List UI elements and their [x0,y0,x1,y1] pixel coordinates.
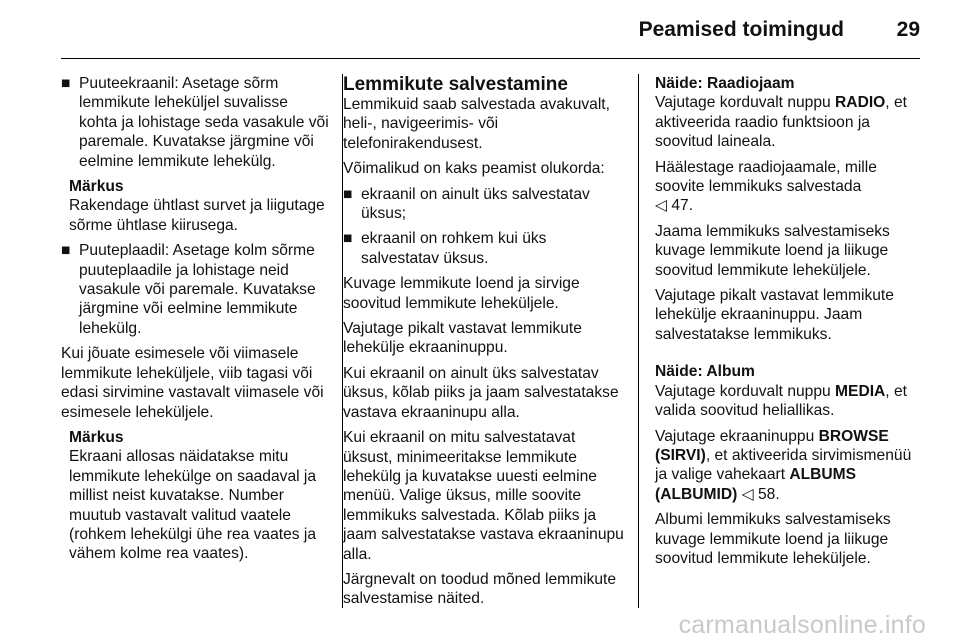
note-text: Rakendage ühtlast survet ja liigutage sõrme ühtlase kiirusega. [69,197,325,234]
paragraph: Vajutage pikalt vastavat lemmikute lehekülje ekraaninuppu. Jaam salvestatakse lemmikuks. [655,287,894,343]
text-run: , et aktiveerida sirvimismenüü ja valige vahekaart [655,446,912,484]
paragraph [655,93,925,151]
column-divider-2 [638,74,639,608]
paragraph: Võimalikud on kaks peamist olukorda: [343,160,605,178]
spacer [655,350,925,362]
example-title: Näide: Raadiojaam [655,75,795,92]
bullet-icon: ■ [61,75,71,92]
header-divider [61,58,920,59]
button-name: MEDIA [835,382,886,400]
note-block [61,177,329,235]
button-name: RADIO [835,94,886,112]
bullet-item [343,229,625,268]
note-text: Ekraani allosas näidatakse mitu lemmikute lehekülge on saadaval ja millist neist kuvatakse. Number muutub vastavalt valitud vaatele (rohkem lehekülgi ühe rea vaates ja vähem kolme rea vaates). [69,448,317,563]
page-ref-icon: ◁ [655,197,667,215]
paragraph: Lemmikuid saab salvestada avakuvalt, heli-, navigeerimis- või telefonirakendusest. [343,96,610,152]
column-2 [343,74,625,615]
watermark: carmanualsonline.info [678,611,926,639]
paragraph [655,427,925,505]
page-header [0,0,960,60]
paragraph: Kuvage lemmikute loend ja sirvige soovitud lemmikute leheküljele. [343,275,580,312]
paragraph: Kui ekraanil on ainult üks salvestatav üksus, kõlab piiks ja jaam salvestatakse vastava ekraaninupu alla. [343,364,619,421]
bullet-item [343,185,625,224]
bullet-text: ekraanil on ainult üks salvestatav üksus; [361,185,590,223]
text-run: Vajutage ekraaninuppu [655,427,819,445]
example-title: Näide: Album [655,363,755,381]
page-title: Peamised toimingud [638,18,844,41]
page-ref: 47. [671,197,694,215]
note-title: Märkus [69,428,124,446]
paragraph: Kui ekraanil on mitu salvestatavat üksust, minimeeritakse lemmikute lehekülg ja kuvatakse uuesti eelmine menüü. Valige üksus, mille soovite lemmikuks salvestada. Kõlab piiks ja jaam salvestatakse vastava ekraaninupu alla. [343,429,624,563]
column-1 [61,74,329,570]
paragraph: Albumi lemmikuks salvestamiseks kuvage lemmikute loend ja liikuge soovitud lemmikute leheküljele. [655,511,891,567]
bullet-icon: ■ [343,185,353,203]
page-ref: 58. [757,485,780,503]
paragraph [655,158,925,216]
page-ref-icon: ◁ [741,485,754,503]
bullet-text: Puuteekraanil: Asetage sõrm lemmikute leheküljel suvalisse kohta ja lohistage seda vasakule või paremale. Kuvatakse järgmine või eelmine lemmikute lehekülg. [79,75,329,170]
paragraph: Vajutage pikalt vastavat lemmikute lehekülje ekraaninuppu. [343,320,582,357]
bullet-text: Puuteplaadil: Asetage kolm sõrme puuteplaadile ja lohistage neid vasakule või paremale. Kuvatakse järgmine või eelmine lemmikute lehekülg. [79,242,316,337]
paragraph [655,382,925,421]
bullet-item [61,74,329,171]
text-run: Vajutage korduvalt nuppu [655,382,836,400]
text-run: , et valida soovitud heliallikas. [655,382,907,420]
bullet-text: ekraanil on rohkem kui üks salvestatav üksus. [361,230,547,267]
note-title: Märkus [69,178,124,196]
text-run: , et aktiveerida raadio funktsioon ja soovitud laineala. [655,94,907,151]
tab-name: ALBUMS (ALBUMID) [655,466,857,503]
bullet-icon: ■ [61,242,71,260]
section-title: Lemmikute salvestamine [343,74,568,95]
bullet-item [61,241,329,338]
column-3 [655,74,925,574]
paragraph: Kui jõuate esimesele või viimasele lemmikute leheküljele, viib tagasi või edasi sirvimine vastavalt viimasele või esimesele leheküljele. [61,345,324,421]
text-run: Häälestage raadiojaamale, mille soovite lemmikuks salvestada [655,158,877,196]
paragraph: Järgnevalt on toodud mõned lemmikute salvestamise näited. [343,570,617,608]
button-name: BROWSE (SIRVI) [655,427,889,464]
text-run: Vajutage korduvalt nuppu [655,94,836,112]
paragraph: Jaama lemmikuks salvestamiseks kuvage lemmikute loend ja liikuge soovitud lemmikute leheküljele. [655,222,890,279]
bullet-icon: ■ [343,230,353,248]
note-block [61,428,329,564]
page-number: 29 [896,18,920,41]
